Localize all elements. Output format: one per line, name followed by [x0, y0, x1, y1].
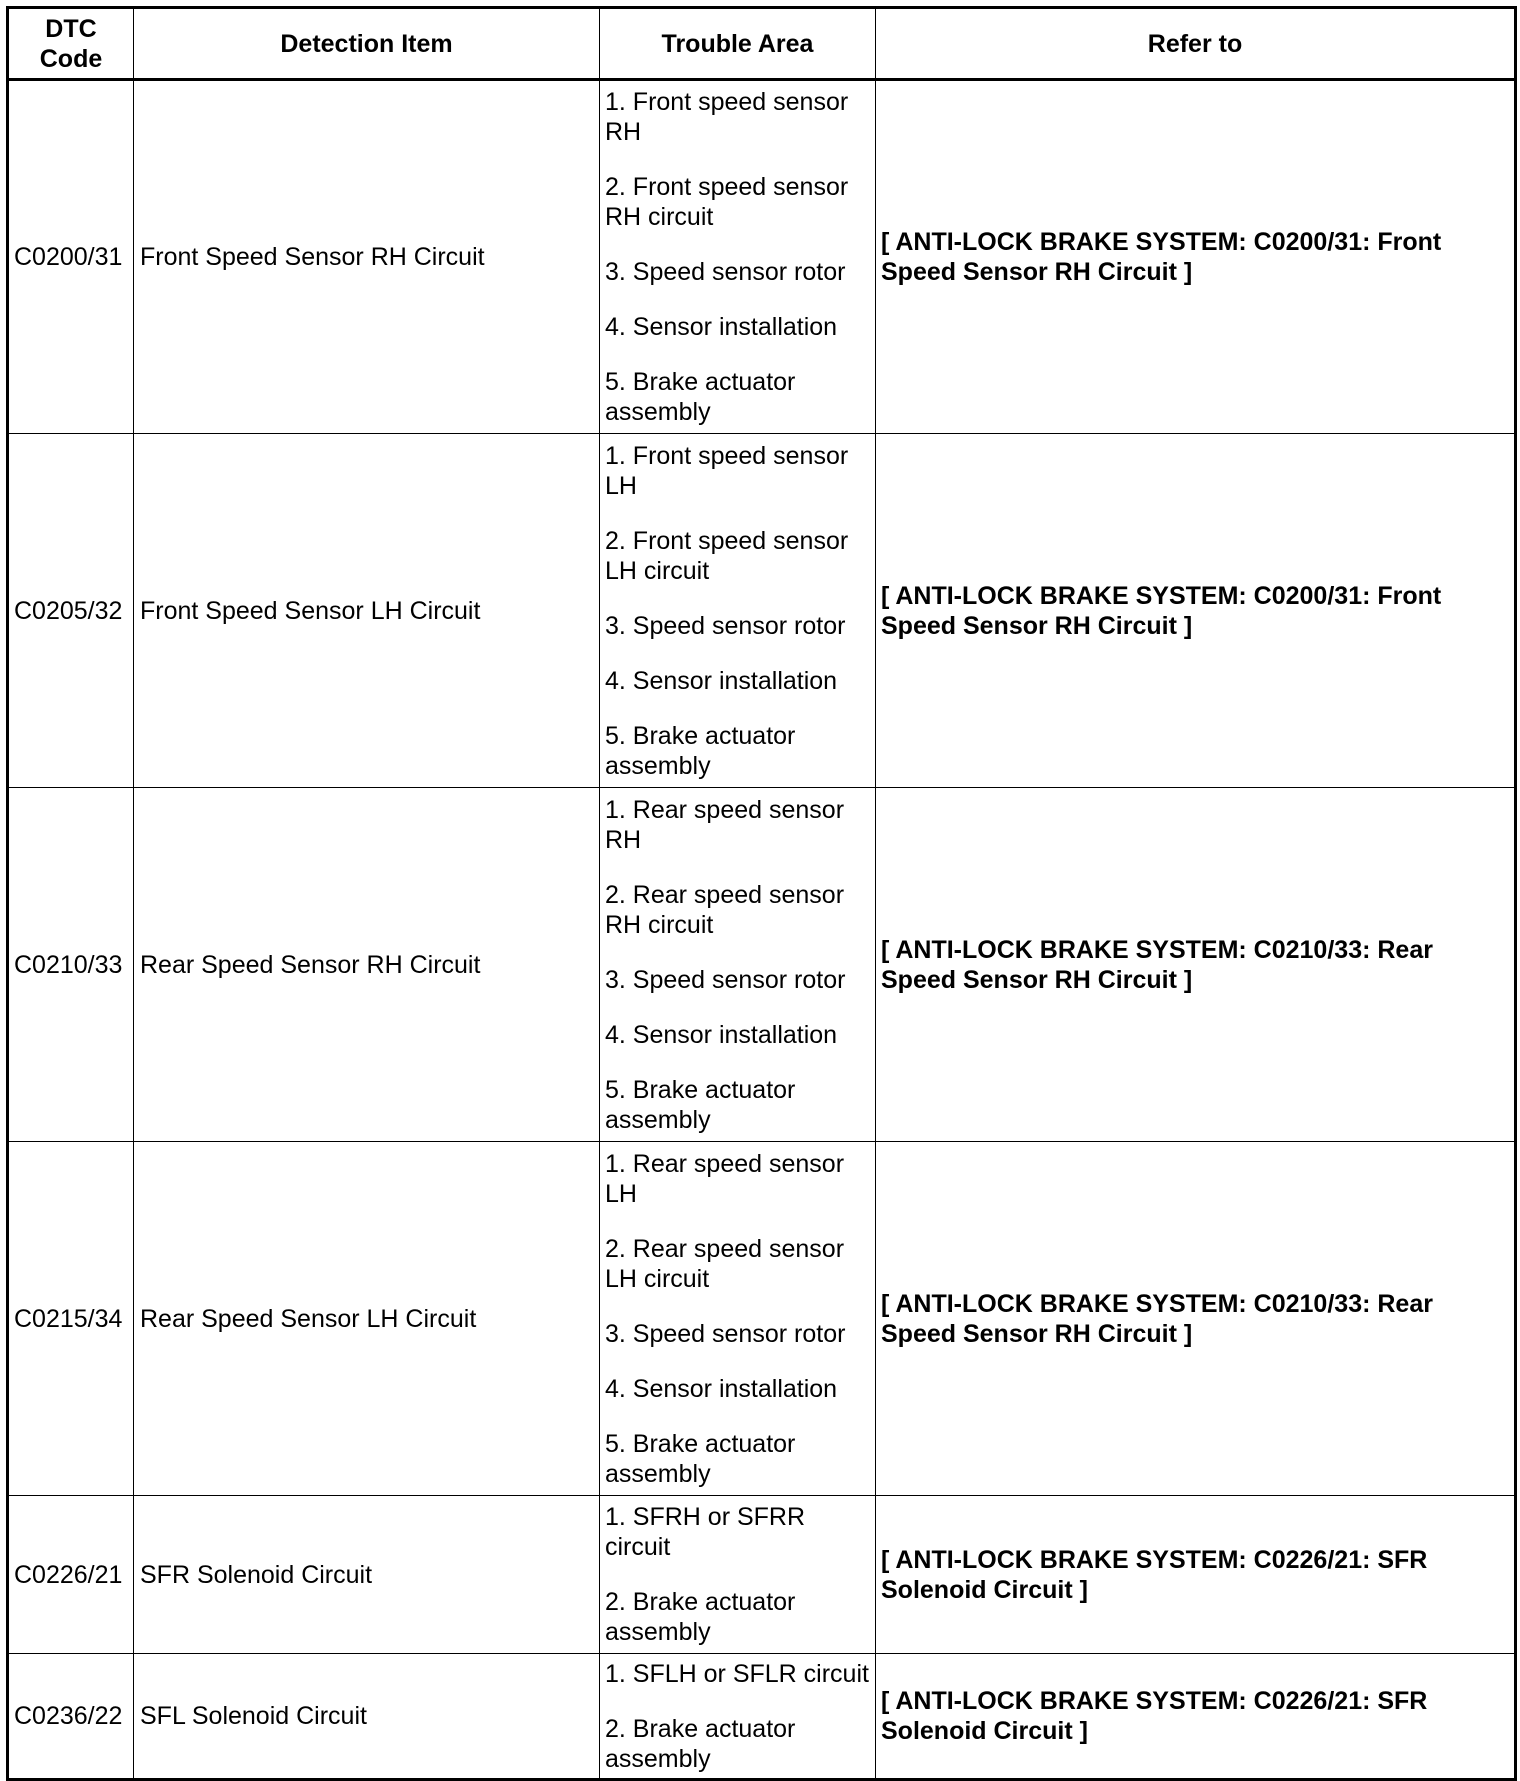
- trouble-area-item: 5. Brake actuator assembly: [605, 721, 796, 780]
- dtc-code-cell: C0236/22: [8, 1654, 134, 1780]
- detection-item-cell: SFL Solenoid Circuit: [134, 1654, 600, 1780]
- table-row: [8, 788, 1516, 1142]
- trouble-area-item: 5. Brake actuator assembly: [605, 1075, 796, 1134]
- trouble-area-cell: [600, 434, 876, 788]
- trouble-area-item: 2. Brake actuator assembly: [605, 1588, 796, 1646]
- trouble-area-item: 1. SFLH or SFLR circuit: [605, 1659, 869, 1688]
- trouble-area-cell: [600, 1142, 876, 1496]
- trouble-area-item: 2. Front speed sensor LH circuit: [605, 526, 849, 585]
- trouble-area-item: 1. Front speed sensor RH: [605, 88, 849, 146]
- header-detection-item: Detection Item: [134, 8, 600, 80]
- trouble-area-item: 2. Rear speed sensor RH circuit: [605, 880, 845, 939]
- trouble-area-item: 4. Sensor installation: [605, 313, 838, 341]
- table-row: [8, 1142, 1516, 1496]
- refer-to-link[interactable]: [ ANTI-LOCK BRAKE SYSTEM: C0226/21: SFR Solenoid Circuit ]: [876, 1496, 1516, 1654]
- refer-to-link[interactable]: [ ANTI-LOCK BRAKE SYSTEM: C0200/31: Front Speed Sensor RH Circuit ]: [876, 80, 1516, 434]
- trouble-area-item: 2. Front speed sensor RH circuit: [605, 173, 849, 231]
- dtc-code-cell: C0226/21: [8, 1496, 134, 1654]
- detection-item-cell: SFR Solenoid Circuit: [134, 1496, 600, 1654]
- table-row: [8, 1654, 1516, 1780]
- refer-to-link[interactable]: [ ANTI-LOCK BRAKE SYSTEM: C0210/33: Rear Speed Sensor RH Circuit ]: [876, 788, 1516, 1142]
- trouble-area-item: 4. Sensor installation: [605, 1020, 838, 1049]
- detection-item-cell: Front Speed Sensor RH Circuit: [134, 80, 600, 434]
- dtc-table: [6, 6, 1517, 1781]
- header-dtc-code: [8, 8, 134, 80]
- trouble-area-item: 1. Front speed sensor LH: [605, 441, 849, 500]
- trouble-area-item: 3. Speed sensor rotor: [605, 965, 846, 994]
- trouble-area-item: 3. Speed sensor rotor: [605, 258, 846, 286]
- refer-to-link[interactable]: [ ANTI-LOCK BRAKE SYSTEM: C0210/33: Rear Speed Sensor RH Circuit ]: [876, 1142, 1516, 1496]
- refer-to-link[interactable]: [ ANTI-LOCK BRAKE SYSTEM: C0226/21: SFR Solenoid Circuit ]: [876, 1654, 1516, 1780]
- header-dtc-code-line1: DTC: [45, 14, 97, 43]
- trouble-area-item: 2. Rear speed sensor LH circuit: [605, 1234, 845, 1293]
- trouble-area-item: 5. Brake actuator assembly: [605, 368, 796, 426]
- dtc-code-cell: C0215/34: [8, 1142, 134, 1496]
- trouble-area-cell: [600, 1654, 876, 1780]
- dtc-code-cell: C0205/32: [8, 434, 134, 788]
- trouble-area-item: 1. Rear speed sensor RH: [605, 795, 845, 854]
- table-row: [8, 1496, 1516, 1654]
- header-refer-to: Refer to: [876, 8, 1516, 80]
- detection-item-cell: Front Speed Sensor LH Circuit: [134, 434, 600, 788]
- trouble-area-item: 1. Rear speed sensor LH: [605, 1149, 845, 1208]
- header-dtc-code-line2: Code: [39, 44, 103, 73]
- trouble-area-item: 1. SFRH or SFRR circuit: [605, 1503, 806, 1561]
- trouble-area-item: 4. Sensor installation: [605, 1374, 838, 1403]
- header-trouble-area: Trouble Area: [600, 8, 876, 80]
- trouble-area-cell: [600, 80, 876, 434]
- table-row: [8, 434, 1516, 788]
- refer-to-link[interactable]: [ ANTI-LOCK BRAKE SYSTEM: C0200/31: Front Speed Sensor RH Circuit ]: [876, 434, 1516, 788]
- trouble-area-item: 4. Sensor installation: [605, 666, 838, 695]
- header-row: [8, 8, 1516, 80]
- trouble-area-cell: [600, 1496, 876, 1654]
- trouble-area-cell: [600, 788, 876, 1142]
- trouble-area-item: 3. Speed sensor rotor: [605, 611, 846, 640]
- dtc-code-cell: C0200/31: [8, 80, 134, 434]
- trouble-area-item: 2. Brake actuator assembly: [605, 1714, 796, 1773]
- table-row: [8, 80, 1516, 434]
- detection-item-cell: Rear Speed Sensor RH Circuit: [134, 788, 600, 1142]
- trouble-area-item: 5. Brake actuator assembly: [605, 1429, 796, 1488]
- dtc-code-cell: C0210/33: [8, 788, 134, 1142]
- detection-item-cell: Rear Speed Sensor LH Circuit: [134, 1142, 600, 1496]
- trouble-area-item: 3. Speed sensor rotor: [605, 1319, 846, 1348]
